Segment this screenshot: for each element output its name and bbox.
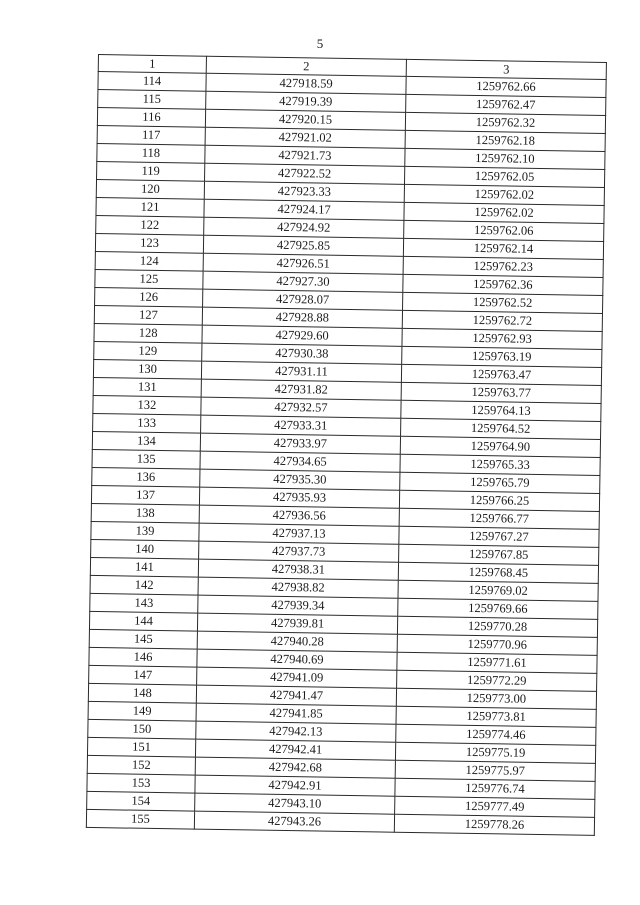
coordinate-y-cell: 1259777.49 (395, 796, 595, 817)
column-header-3: 3 (406, 59, 606, 79)
coordinate-x-cell: 427941.47 (196, 685, 396, 706)
point-number-cell: 149 (88, 701, 196, 721)
coordinate-y-cell: 1259769.66 (398, 598, 598, 619)
point-number-cell: 154 (87, 791, 195, 811)
point-number-cell: 143 (90, 593, 198, 613)
point-number-cell: 140 (91, 539, 199, 559)
column-header-1: 1 (98, 55, 206, 74)
coordinate-x-cell: 427921.02 (205, 127, 405, 148)
coordinate-y-cell: 1259762.10 (405, 148, 605, 169)
point-number-cell: 132 (93, 395, 201, 415)
coordinate-x-cell: 427933.31 (201, 415, 401, 436)
coordinate-y-cell: 1259773.81 (396, 706, 596, 727)
coordinate-y-cell: 1259763.19 (402, 346, 602, 367)
coordinate-y-cell: 1259775.19 (395, 742, 595, 763)
point-number-cell: 141 (90, 557, 198, 577)
coordinate-x-cell: 427928.88 (202, 307, 402, 328)
point-number-cell: 116 (97, 108, 205, 128)
point-number-cell: 136 (92, 467, 200, 487)
point-number-cell: 120 (96, 179, 204, 199)
page-number: 5 (316, 36, 324, 51)
coordinate-x-cell: 427937.13 (199, 523, 399, 544)
coordinate-x-cell: 427939.81 (197, 613, 397, 634)
point-number-cell: 147 (89, 665, 197, 685)
coordinates-table (86, 54, 607, 836)
coordinate-y-cell: 1259770.28 (397, 616, 597, 637)
coordinate-y-cell: 1259766.25 (399, 490, 599, 511)
coordinate-x-cell: 427919.39 (206, 91, 406, 112)
coordinate-x-cell: 427921.73 (205, 145, 405, 166)
point-number-cell: 152 (87, 755, 195, 775)
point-number-cell: 130 (93, 359, 201, 379)
coordinate-y-cell: 1259762.72 (402, 310, 602, 331)
coordinate-y-cell: 1259762.14 (403, 238, 603, 259)
coordinate-x-cell: 427925.85 (203, 235, 403, 256)
coordinate-x-cell: 427938.31 (198, 559, 398, 580)
coordinate-x-cell: 427935.93 (199, 487, 399, 508)
coordinate-x-cell: 427930.38 (202, 343, 402, 364)
point-number-cell: 134 (92, 431, 200, 451)
coordinates-table-body (86, 55, 606, 836)
coordinate-y-cell: 1259764.52 (401, 418, 601, 439)
coordinate-x-cell: 427942.91 (195, 775, 395, 796)
point-number-cell: 151 (87, 737, 195, 757)
coordinate-x-cell: 427934.65 (200, 451, 400, 472)
point-number-cell: 137 (91, 485, 199, 505)
coordinate-x-cell: 427941.85 (196, 703, 396, 724)
point-number-cell: 128 (94, 323, 202, 343)
point-number-cell: 127 (94, 305, 202, 325)
point-number-cell: 142 (90, 575, 198, 595)
coordinate-x-cell: 427941.09 (197, 667, 397, 688)
coordinate-y-cell: 1259762.93 (402, 328, 602, 349)
point-number-cell: 124 (95, 251, 203, 271)
coordinate-y-cell: 1259767.27 (399, 526, 599, 547)
coordinate-y-cell: 1259769.02 (398, 580, 598, 601)
coordinate-y-cell: 1259762.66 (406, 76, 606, 97)
coordinate-y-cell: 1259768.45 (398, 562, 598, 583)
point-number-cell: 135 (92, 449, 200, 469)
coordinate-y-cell: 1259763.47 (401, 364, 601, 385)
coordinate-x-cell: 427942.13 (196, 721, 396, 742)
coordinate-x-cell: 427928.07 (203, 289, 403, 310)
coordinate-y-cell: 1259762.05 (404, 166, 604, 187)
point-number-cell: 139 (91, 521, 199, 541)
coordinates-sheet (86, 54, 606, 836)
coordinate-x-cell: 427937.73 (199, 541, 399, 562)
coordinate-y-cell: 1259770.96 (397, 634, 597, 655)
point-number-cell: 125 (95, 269, 203, 289)
coordinate-x-cell: 427942.68 (195, 757, 395, 778)
coordinate-y-cell: 1259773.00 (396, 688, 596, 709)
coordinate-x-cell: 427943.26 (194, 811, 394, 832)
coordinate-x-cell: 427924.92 (204, 217, 404, 238)
point-number-cell: 131 (93, 377, 201, 397)
coordinate-y-cell: 1259763.77 (401, 382, 601, 403)
point-number-cell: 123 (95, 233, 203, 253)
coordinate-x-cell: 427942.41 (195, 739, 395, 760)
point-number-cell: 115 (98, 90, 206, 110)
coordinate-y-cell: 1259765.33 (400, 454, 600, 475)
coordinate-y-cell: 1259766.77 (399, 508, 599, 529)
coordinate-y-cell: 1259765.79 (400, 472, 600, 493)
coordinate-y-cell: 1259775.97 (395, 760, 595, 781)
coordinate-x-cell: 427931.82 (201, 379, 401, 400)
coordinate-x-cell: 427933.97 (200, 433, 400, 454)
coordinate-y-cell: 1259764.13 (401, 400, 601, 421)
coordinate-x-cell: 427940.28 (197, 631, 397, 652)
coordinate-y-cell: 1259762.52 (403, 292, 603, 313)
coordinate-x-cell: 427920.15 (205, 109, 405, 130)
point-number-cell: 117 (97, 125, 205, 145)
coordinate-y-cell: 1259771.61 (397, 652, 597, 673)
coordinate-x-cell: 427924.17 (204, 199, 404, 220)
point-number-cell: 138 (91, 503, 199, 523)
coordinate-y-cell: 1259762.32 (405, 112, 605, 133)
coordinate-y-cell: 1259774.46 (396, 724, 596, 745)
coordinate-x-cell: 427943.10 (195, 793, 395, 814)
coordinate-y-cell: 1259767.85 (399, 544, 599, 565)
point-number-cell: 145 (89, 629, 197, 649)
point-number-cell: 146 (89, 647, 197, 667)
point-number-cell: 114 (98, 72, 206, 92)
point-number-cell: 122 (96, 215, 204, 235)
point-number-cell: 148 (88, 683, 196, 703)
coordinate-y-cell: 1259762.47 (406, 94, 606, 115)
point-number-cell: 150 (88, 719, 196, 739)
coordinate-x-cell: 427926.51 (203, 253, 403, 274)
coordinate-x-cell: 427922.52 (205, 163, 405, 184)
coordinate-x-cell: 427923.33 (204, 181, 404, 202)
coordinate-y-cell: 1259764.90 (400, 436, 600, 457)
coordinate-x-cell: 427940.69 (197, 649, 397, 670)
point-number-cell: 153 (87, 773, 195, 793)
coordinate-y-cell: 1259762.36 (403, 274, 603, 295)
coordinate-x-cell: 427935.30 (200, 469, 400, 490)
coordinate-y-cell: 1259762.23 (403, 256, 603, 277)
coordinate-x-cell: 427939.34 (198, 595, 398, 616)
coordinate-x-cell: 427929.60 (202, 325, 402, 346)
coordinate-y-cell: 1259772.29 (397, 670, 597, 691)
point-number-cell: 121 (96, 197, 204, 217)
coordinate-y-cell: 1259762.02 (404, 202, 604, 223)
coordinate-x-cell: 427931.11 (201, 361, 401, 382)
column-header-2: 2 (206, 56, 406, 76)
coordinate-x-cell: 427938.82 (198, 577, 398, 598)
coordinate-x-cell: 427927.30 (203, 271, 403, 292)
point-number-cell: 129 (94, 341, 202, 361)
point-number-cell: 155 (86, 809, 194, 829)
coordinate-y-cell: 1259762.02 (404, 184, 604, 205)
coordinate-y-cell: 1259778.26 (394, 814, 594, 835)
coordinate-x-cell: 427932.57 (201, 397, 401, 418)
coordinate-y-cell: 1259762.06 (404, 220, 604, 241)
point-number-cell: 144 (89, 611, 197, 631)
coordinate-y-cell: 1259762.18 (405, 130, 605, 151)
coordinate-x-cell: 427936.56 (199, 505, 399, 526)
coordinate-x-cell: 427918.59 (206, 73, 406, 94)
point-number-cell: 118 (97, 143, 205, 163)
point-number-cell: 119 (97, 161, 205, 181)
point-number-cell: 133 (93, 413, 201, 433)
coordinate-y-cell: 1259776.74 (395, 778, 595, 799)
point-number-cell: 126 (95, 287, 203, 307)
